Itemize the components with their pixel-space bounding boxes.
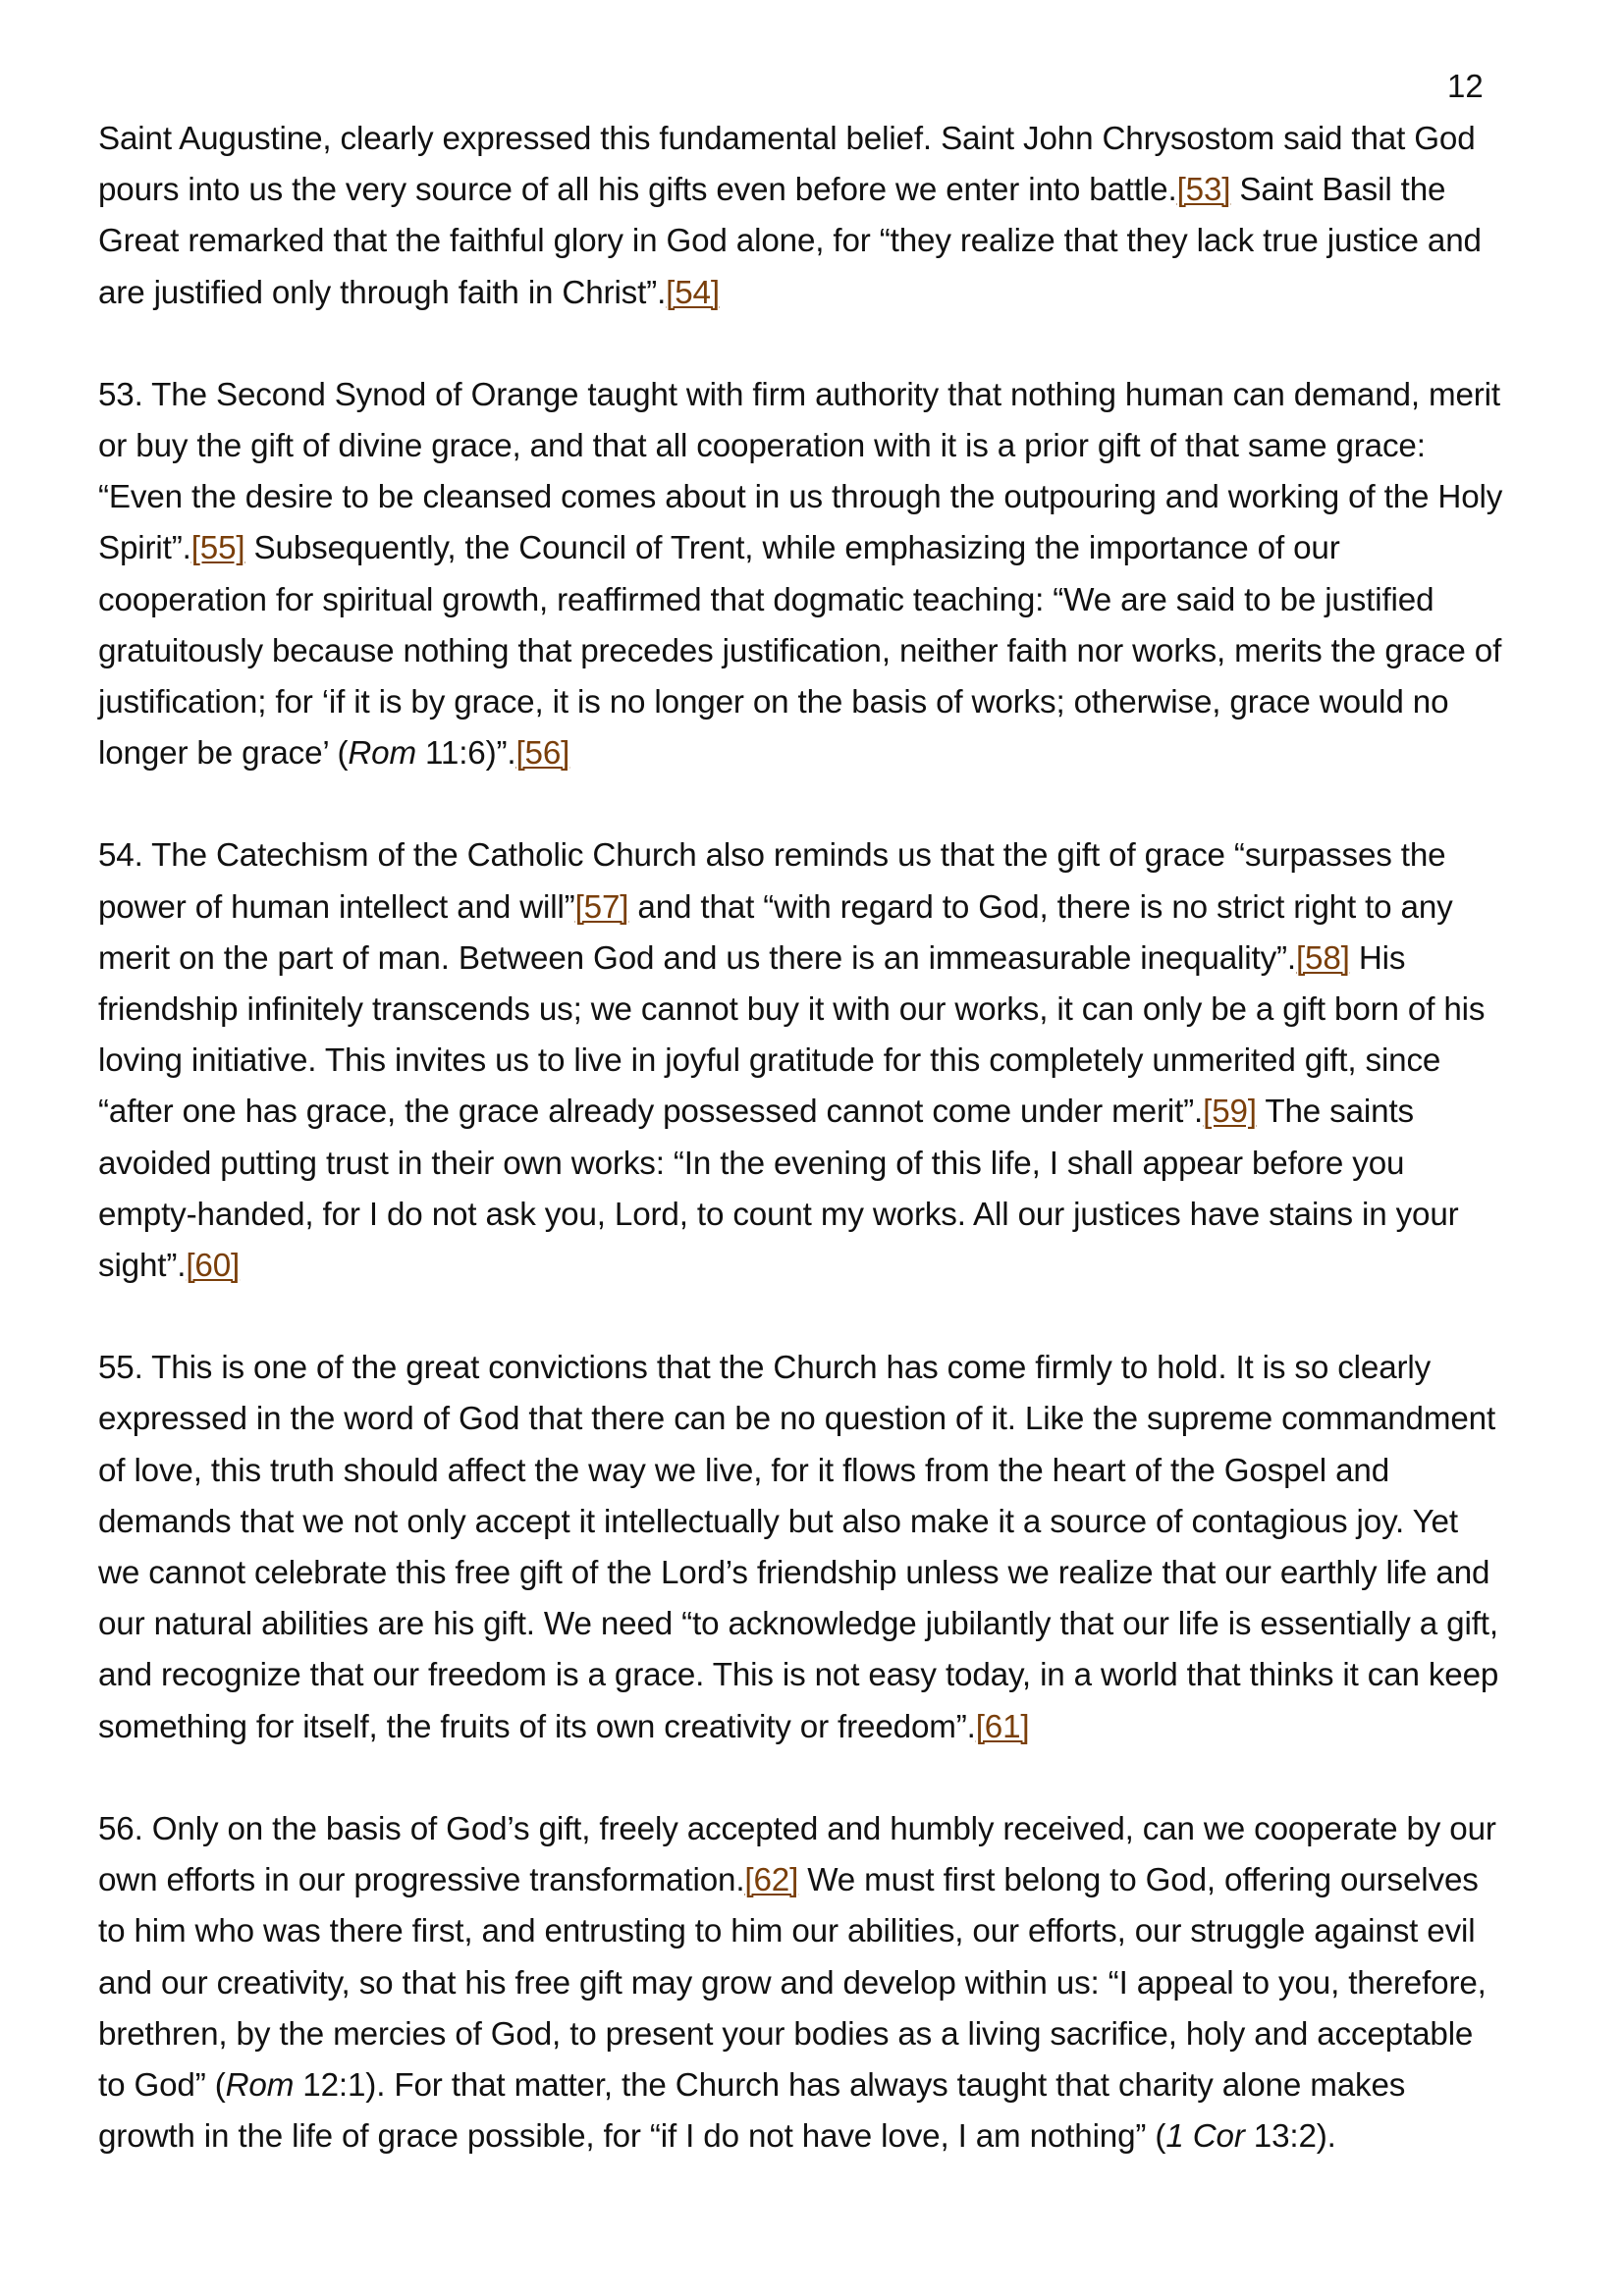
text-run: power of human intellect and will” [98,888,575,926]
text-run: Saint Basil the [1230,172,1446,209]
footnote-link[interactable]: [60] [186,1248,241,1285]
text-line [98,1036,1542,1087]
text-line [98,2009,1542,2060]
text-run: 56. Only on the basis of God’s gift, freely accepted and humbly received, can we cooperate by our [98,1810,1496,1847]
text-line [98,1190,1542,1241]
text-line [98,1650,1542,1701]
text-run: or buy the gift of divine grace, and that all cooperation with it is a prior gift of that same grace: [98,428,1426,465]
footnote-link[interactable]: [57] [574,888,629,926]
text-line [98,728,1542,779]
text-line [98,114,1542,165]
text-run: of love, this truth should affect the way we live, for it flows from the heart of the Gospel and [98,1452,1390,1489]
text-line [98,165,1542,216]
text-run: something for itself, the fruits of its own creativity or freedom”. [98,1708,976,1745]
text-line [98,1855,1542,1906]
text-run: pours into us the very source of all his gifts even before we enter into battle. [98,172,1177,209]
text-run: Subsequently, the Council of Trent, while emphasizing the importance of our [244,530,1340,567]
text-run: are justified only through faith in Christ”. [98,274,667,311]
text-line [98,1599,1542,1650]
footnote-link[interactable]: [59] [1203,1094,1257,1131]
scripture-reference: 1 Cor [1165,2118,1245,2156]
text-run: and that “with regard to God, there is no strict right to any [628,888,1453,926]
text-run: justification; for ‘if it is by grace, it is no longer on the basis of works; otherwise, grace would no [98,684,1449,721]
footnote-link[interactable]: [55] [190,530,245,567]
footnote-link[interactable]: [53] [1176,172,1231,209]
text-run: 53. The Second Synod of Orange taught with firm authority that nothing human can demand, merit [98,376,1500,413]
footnote-link[interactable]: [54] [666,274,720,311]
text-line [98,370,1542,421]
text-line [98,1548,1542,1599]
text-run: to God” ( [98,2066,226,2104]
text-run: our natural abilities are his gift. We need “to acknowledge jubilantly that our life is essentially a gift, [98,1606,1498,1643]
text-run: merit on the part of man. Between God and us there is an immeasurable inequality”. [98,939,1296,977]
text-line [98,1087,1542,1138]
text-run: avoided putting trust in their own works: “In the evening of this life, I shall appear before you [98,1145,1405,1182]
text-run: “Even the desire to be cleansed comes about in us through the outpouring and working of the Holy [98,479,1503,516]
text-line [98,830,1542,881]
footnote-link[interactable]: [62] [744,1862,799,1899]
text-line [98,268,1542,319]
text-run: 13:2). [1244,2118,1336,2156]
text-line [98,1139,1542,1190]
text-run: The saints [1256,1094,1414,1131]
text-line [98,1394,1542,1445]
text-run: Spirit”. [98,530,191,567]
document-body [98,114,1542,2214]
text-run: loving initiative. This invites us to live in joyful gratitude for this completely unmerited gift, since [98,1042,1441,1080]
scripture-reference: Rom [348,735,416,773]
text-run: growth in the life of grace possible, for “if I do not have love, I am nothing” ( [98,2118,1166,2156]
text-run: friendship infinitely transcends us; we cannot buy it with our works, it can only be a gift born of his [98,991,1486,1029]
text-run: Great remarked that the faithful glory in God alone, for “they realize that they lack true justice and [98,223,1482,260]
text-run: brethren, by the mercies of God, to present your bodies as a living sacrifice, holy and acceptable [98,2015,1474,2053]
text-run: 54. The Catechism of the Catholic Church also reminds us that the gift of grace “surpasses the [98,837,1446,875]
text-line [98,1446,1542,1497]
text-run: 55. This is one of the great convictions that the Church has come firmly to hold. It is so clearly [98,1350,1432,1387]
text-line [98,1702,1542,1753]
text-line [98,1497,1542,1548]
text-line [98,882,1542,934]
scripture-reference: Rom [225,2066,295,2104]
text-run: to him who was there first, and entrusting to him our abilities, our efforts, our struggle against evil [98,1913,1476,1950]
text-run: longer be grace’ ( [98,735,349,773]
text-line [98,677,1542,728]
text-line [98,1343,1542,1394]
text-line [98,472,1542,523]
footnote-link[interactable]: [61] [975,1708,1030,1745]
text-run: and our creativity, so that his free gift may grow and develop within us: “I appeal to you, therefore, [98,1964,1487,2002]
text-run: cooperation for spiritual growth, reaffirmed that dogmatic teaching: “We are said to be justified [98,581,1434,618]
text-run: and recognize that our freedom is a grace. This is not easy today, in a world that thinks it can keep [98,1657,1499,1694]
text-run: We must first belong to God, offering ourselves [798,1862,1479,1899]
paragraph-56 [98,1804,1542,2163]
text-line [98,523,1542,574]
text-run: 11:6)”. [415,735,516,773]
paragraph-55 [98,1343,1542,1753]
footnote-link[interactable]: [58] [1295,939,1350,977]
text-run: Saint Augustine, clearly expressed this fundamental belief. Saint John Chrysostom said that God [98,121,1476,157]
footnote-link[interactable]: [56] [515,735,570,773]
paragraph-53 [98,370,1542,780]
text-run: 12:1). For that matter, the Church has always taught that charity alone makes [294,2066,1406,2104]
paragraph-continued [98,114,1542,319]
text-run: empty-handed, for I do not ask you, Lord, to count my works. All our justices have stains in your [98,1196,1459,1233]
page-number: 12 [1447,68,1484,104]
text-line [98,2060,1542,2111]
text-line [98,2111,1542,2163]
text-run: demands that we not only accept it intellectually but also make it a source of contagious joy. Yet [98,1503,1458,1540]
text-line [98,1906,1542,1957]
text-run: “after one has grace, the grace already possessed cannot come under merit”. [98,1094,1204,1131]
text-run: expressed in the word of God that there can be no question of it. Like the supreme commandment [98,1401,1496,1438]
text-run: gratuitously because nothing that precedes justification, neither faith nor works, merits the grace of [98,632,1502,669]
text-run: we cannot celebrate this free gift of the Lord’s friendship unless we realize that our earthly life and [98,1555,1490,1592]
text-run: own efforts in our progressive transformation. [98,1862,745,1899]
text-line [98,985,1542,1036]
paragraph-54 [98,830,1542,1292]
text-run: sight”. [98,1248,187,1285]
text-run: His [1349,939,1406,977]
text-line [98,1804,1542,1855]
text-line [98,1241,1542,1292]
text-line [98,626,1542,677]
text-line [98,934,1542,985]
text-line [98,216,1542,267]
text-line [98,1958,1542,2009]
text-line [98,421,1542,472]
text-line [98,575,1542,626]
